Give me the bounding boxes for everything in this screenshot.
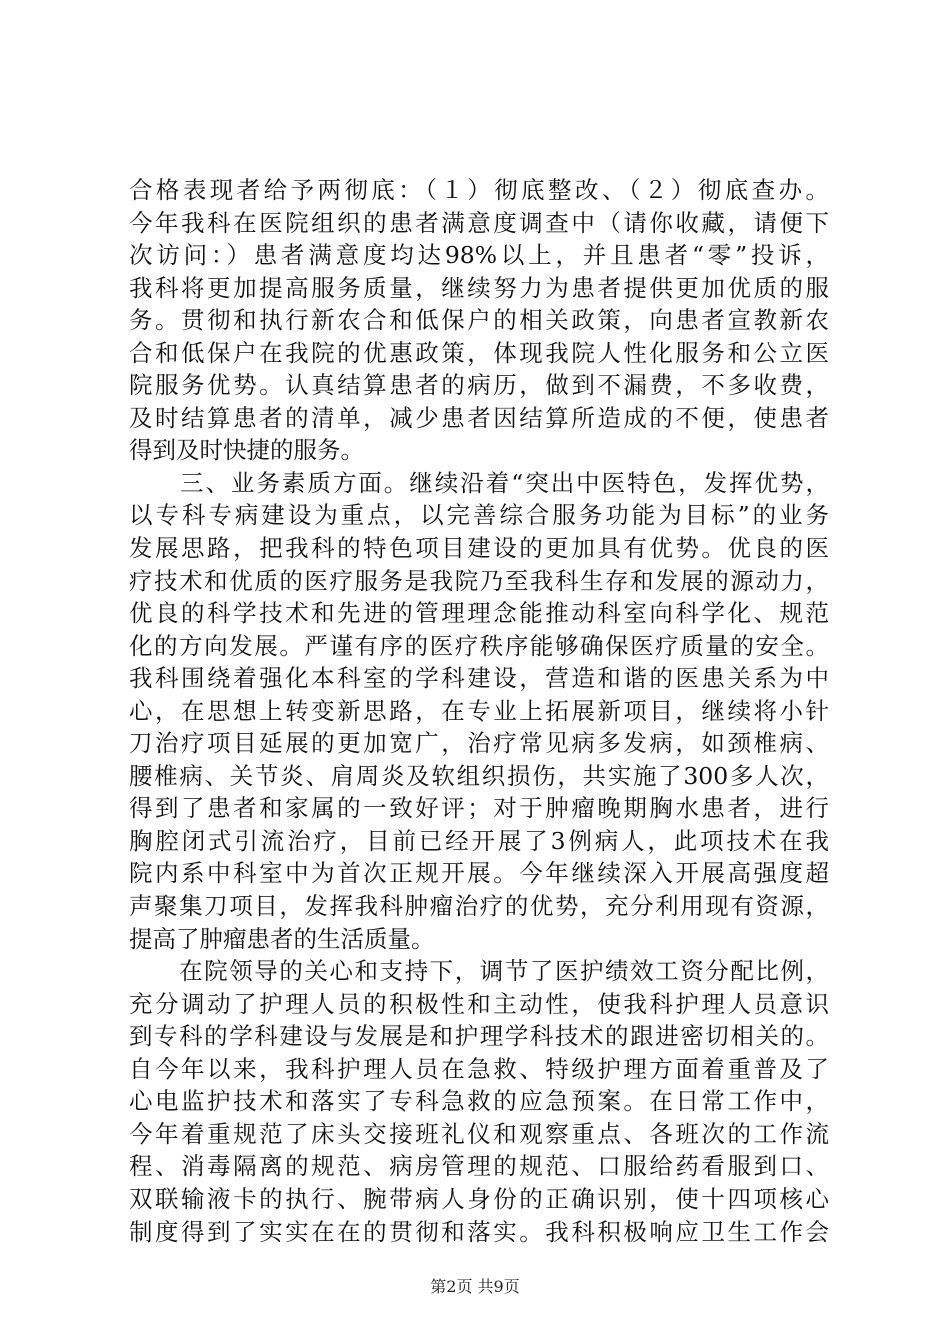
text-line: 提高了肿瘤患者的生活质量。 <box>129 924 435 953</box>
text-line: 心电监护技术和落实了专科急救的应急预案。在日常工作中， <box>129 1087 829 1116</box>
text-line: 及时结算患者的清单，减少患者因结算所造成的不便，使患者 <box>129 403 829 432</box>
text-line: 务。贯彻和执行新农合和低保户的相关政策，向患者宣教新农 <box>129 306 829 335</box>
text-line: 化的方向发展。严谨有序的医疗秩序能够确保医疗质量的安全。 <box>129 631 829 660</box>
text-line: 程、消毒隔离的规范、病房管理的规范、口服给药看服到口、 <box>129 1152 829 1181</box>
text-line: 心，在思想上转变新思路，在专业上拓展新项目，继续将小针 <box>129 696 829 725</box>
text-line: 合格表现者给予两彻底：（１）彻底整改、（２）彻底查办。 <box>129 176 829 204</box>
text-line: 合和低保户在我院的优惠政策，体现我院人性化服务和公立医 <box>129 338 829 367</box>
text-line: 三、业务素质方面。继续沿着“突出中医特色，发挥优势， <box>129 468 829 497</box>
text-line: 我科将更加提高服务质量，继续努力为患者提供更加优质的服 <box>129 273 829 302</box>
text-line: 院服务优势。认真结算患者的病历，做到不漏费，不多收费， <box>129 371 829 400</box>
body-text <box>129 174 829 1248</box>
text-line: 得到及时快捷的服务。 <box>129 436 364 465</box>
text-line: 制度得到了实实在在的贯彻和落实。我科积极响应卫生工作会 <box>129 1217 829 1246</box>
text-line: 在院领导的关心和支持下，调节了医护绩效工资分配比例， <box>129 957 829 986</box>
text-line: 双联输液卡的执行、腕带病人身份的正确识别，使十四项核心 <box>129 1184 829 1213</box>
text-line: 自今年以来，我科护理人员在急救、特级护理方面着重普及了 <box>129 1054 829 1083</box>
text-line: 次访问：）患者满意度均达98%以上，并且患者“零”投诉， <box>129 241 829 270</box>
text-line: 今年我科在医院组织的患者满意度调查中（请你收藏，请便下 <box>129 208 829 237</box>
text-line: 以专科专病建设为重点，以完善综合服务功能为目标”的业务 <box>129 501 829 530</box>
text-line: 声聚集刀项目，发挥我科肿瘤治疗的优势，充分利用现有资源， <box>129 892 829 921</box>
text-line: 充分调动了护理人员的积极性和主动性，使我科护理人员意识 <box>129 989 829 1018</box>
text-line: 腰椎病、关节炎、肩周炎及软组织损伤，共实施了300多人次， <box>129 761 829 790</box>
text-line: 疗技术和优质的医疗服务是我院乃至我科生存和发展的源动力， <box>129 566 829 595</box>
text-line: 我科围绕着强化本科室的学科建设，营造和谐的医患关系为中 <box>129 664 829 693</box>
text-line: 今年着重规范了床头交接班礼仪和观察重点、各班次的工作流 <box>129 1119 829 1148</box>
page-number-footer: 第2页 共9页 <box>430 1277 520 1296</box>
text-line: 到专科的学科建设与发展是和护理学科技术的跟进密切相关的。 <box>129 1022 829 1051</box>
text-line: 刀治疗项目延展的更加宽广，治疗常见病多发病，如颈椎病、 <box>129 729 829 758</box>
text-line: 院内系中科室中为首次正规开展。今年继续深入开展高强度超 <box>129 859 829 888</box>
text-line: 得到了患者和家属的一致好评；对于肿瘤晚期胸水患者，进行 <box>129 794 829 823</box>
text-line: 发展思路，把我科的特色项目建设的更加具有优势。优良的医 <box>129 534 829 563</box>
text-line: 优良的科学技术和先进的管理理念能推动科室向科学化、规范 <box>129 599 829 628</box>
text-line: 胸腔闭式引流治疗，目前已经开展了3例病人，此项技术在我 <box>129 826 829 855</box>
